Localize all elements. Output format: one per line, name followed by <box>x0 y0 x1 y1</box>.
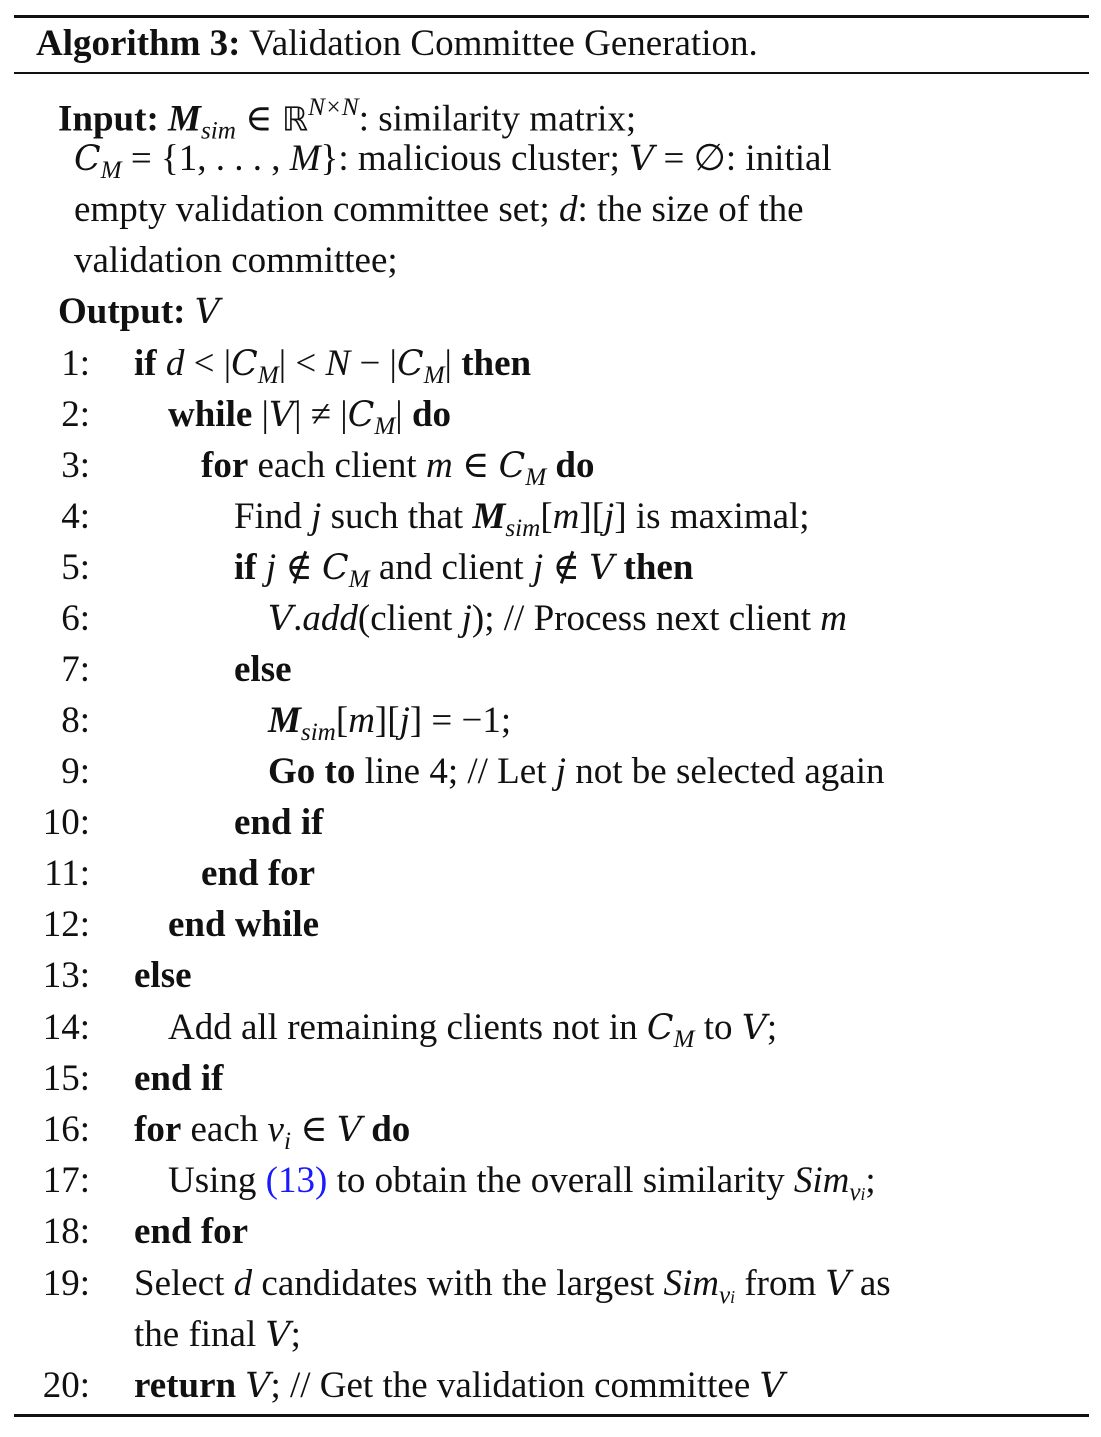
line-number: 17: <box>42 1160 90 1201</box>
bottom-rule <box>14 1414 1089 1417</box>
input-label: Input: <box>58 98 159 140</box>
line-number: 18: <box>42 1211 90 1252</box>
line-number: 16: <box>42 1109 90 1150</box>
line-number: 12: <box>42 904 90 945</box>
line-number: 14: <box>42 1007 90 1048</box>
input-line-1: Input: $M_{sim}$ ∈ ℝ$^{N\times N}$: similarity matrix; <box>58 94 637 145</box>
top-rule <box>14 15 1089 18</box>
line-number: 20: <box>42 1365 90 1406</box>
input-line-3-text: empty validation committee set; <box>74 189 550 230</box>
input-line-3: empty validation committee set; d: the size of the <box>74 189 804 230</box>
line-number: 1: <box>61 343 90 384</box>
input-line-2-tail: : initial <box>725 138 832 179</box>
input-line-2: $C_M = \{1$, . . . , M}: malicious cluster; V = ∅: initial <box>74 138 832 185</box>
algorithm-name: Validation Committee Generation. <box>249 23 758 64</box>
input-line-1-text: : similarity matrix; <box>358 98 637 140</box>
line-number: 7: <box>61 649 90 690</box>
line-number: 13: <box>42 955 90 996</box>
line-number: 3: <box>61 445 90 486</box>
algorithm-title <box>36 20 758 68</box>
input-line-4-text: validation committee; <box>74 240 398 281</box>
line-number: 11: <box>44 853 90 894</box>
line-number: 8: <box>61 700 90 741</box>
line-number: 9: <box>61 751 90 792</box>
input-line-2-text: : malicious cluster; <box>338 138 620 179</box>
output-line: Output: V <box>58 291 220 332</box>
line-number: 6: <box>61 598 90 639</box>
equation-reference-link[interactable]: (13) <box>265 1160 328 1201</box>
input-line-3-tail: : the size of the <box>577 189 804 230</box>
line-number: 2: <box>61 394 90 435</box>
line-number: 19: <box>42 1263 90 1304</box>
input-line-4 <box>74 237 398 285</box>
line-number: 10: <box>42 802 90 843</box>
line-number: 5: <box>61 547 90 588</box>
title-rule <box>14 72 1089 74</box>
line-number: 4: <box>61 496 90 537</box>
algorithm-label: Algorithm 3: <box>36 23 241 64</box>
line-number: 15: <box>42 1058 90 1099</box>
output-label: Output: <box>58 291 186 332</box>
